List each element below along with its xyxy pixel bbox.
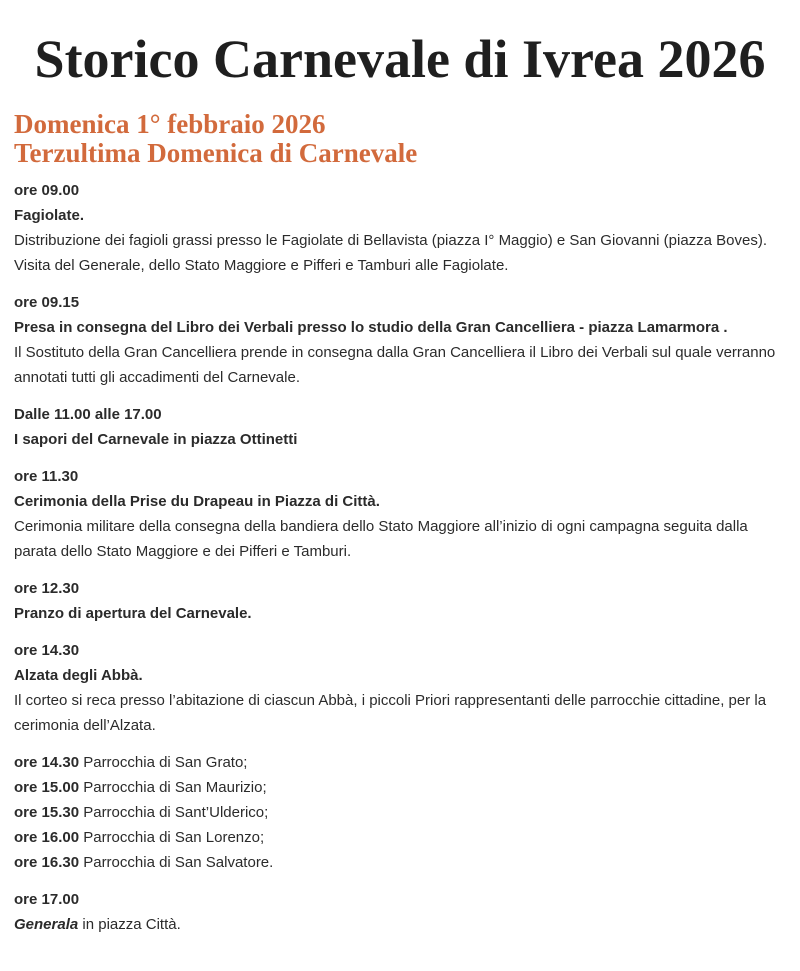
generala-label: Generala bbox=[14, 916, 79, 933]
event-block bbox=[14, 290, 789, 390]
parish-time: ore 14.30 bbox=[14, 754, 80, 771]
generala-location: in piazza Città. bbox=[78, 916, 181, 933]
page-title: Storico Carnevale di Ivrea 2026 bbox=[34, 29, 766, 89]
event-block bbox=[14, 178, 789, 278]
schedule bbox=[14, 178, 789, 949]
event-heading: Presa in consegna del Libro dei Verbali presso lo studio della Gran Cancelliera - piazza Lamarmora . bbox=[14, 319, 728, 336]
event-block bbox=[14, 887, 789, 937]
event-block bbox=[14, 638, 789, 738]
parish-time: ore 16.00 bbox=[14, 829, 80, 846]
event-time: ore 12.30 bbox=[14, 580, 80, 597]
event-time: ore 09.00 bbox=[14, 182, 80, 199]
parish-name: Parrocchia di San Maurizio; bbox=[83, 779, 267, 796]
event-time: ore 09.15 bbox=[14, 294, 80, 311]
event-description: Il corteo si reca presso l’abitazione di ciascun Abbà, i piccoli Priori rappresentanti delle parrocchie cittadine, per la cerimonia dell’Alzata. bbox=[14, 692, 767, 734]
date-subtitle bbox=[14, 110, 417, 168]
parish-name: Parrocchia di San Grato; bbox=[83, 754, 248, 771]
event-heading bbox=[14, 912, 789, 937]
event-description: Cerimonia militare della consegna della bandiera dello Stato Maggiore all’inizio di ogni campagna seguita dalla parata dello Stato Maggiore e dei Pifferi e Tamburi. bbox=[14, 518, 748, 560]
event-time: ore 14.30 bbox=[14, 642, 80, 659]
event-block bbox=[14, 576, 789, 626]
event-description: Distribuzione dei fagioli grassi presso le Fagiolate di Bellavista (piazza I° Maggio) e San Giovanni (piazza Boves). Visita del Generale, dello Stato Maggiore e Pifferi e Tamburi alle Fagiolate. bbox=[14, 232, 768, 274]
event-heading: Pranzo di apertura del Carnevale. bbox=[14, 605, 252, 622]
event-time: ore 11.30 bbox=[14, 468, 79, 485]
parish-name: Parrocchia di Sant’Ulderico; bbox=[83, 804, 269, 821]
parish-name: Parrocchia di San Salvatore. bbox=[83, 854, 274, 871]
parish-time: ore 15.00 bbox=[14, 779, 80, 796]
event-block bbox=[14, 464, 789, 564]
event-heading: I sapori del Carnevale in piazza Ottinetti bbox=[14, 431, 298, 448]
event-heading: Alzata degli Abbà. bbox=[14, 667, 143, 684]
parish-list bbox=[14, 750, 789, 875]
event-heading: Cerimonia della Prise du Drapeau in Piazza di Città. bbox=[14, 493, 380, 510]
parish-item bbox=[14, 775, 789, 800]
subtitle-date: Domenica 1° febbraio 2026 bbox=[14, 109, 326, 139]
event-time: ore 17.00 bbox=[14, 891, 80, 908]
event-time: Dalle 11.00 alle 17.00 bbox=[14, 406, 162, 423]
parish-item bbox=[14, 750, 789, 775]
event-description: Il Sostituto della Gran Cancelliera prende in consegna dalla Gran Cancelliera il Libro dei Verbali sul quale verranno annotati tutti gli accadimenti del Carnevale. bbox=[14, 344, 776, 386]
parish-item bbox=[14, 850, 789, 875]
parish-item bbox=[14, 800, 789, 825]
parish-time: ore 16.30 bbox=[14, 854, 80, 871]
event-block bbox=[14, 402, 789, 452]
parish-time: ore 15.30 bbox=[14, 804, 80, 821]
parish-name: Parrocchia di San Lorenzo; bbox=[83, 829, 265, 846]
subtitle-day-name: Terzultima Domenica di Carnevale bbox=[14, 138, 418, 168]
parish-item bbox=[14, 825, 789, 850]
event-heading: Fagiolate. bbox=[14, 207, 85, 224]
